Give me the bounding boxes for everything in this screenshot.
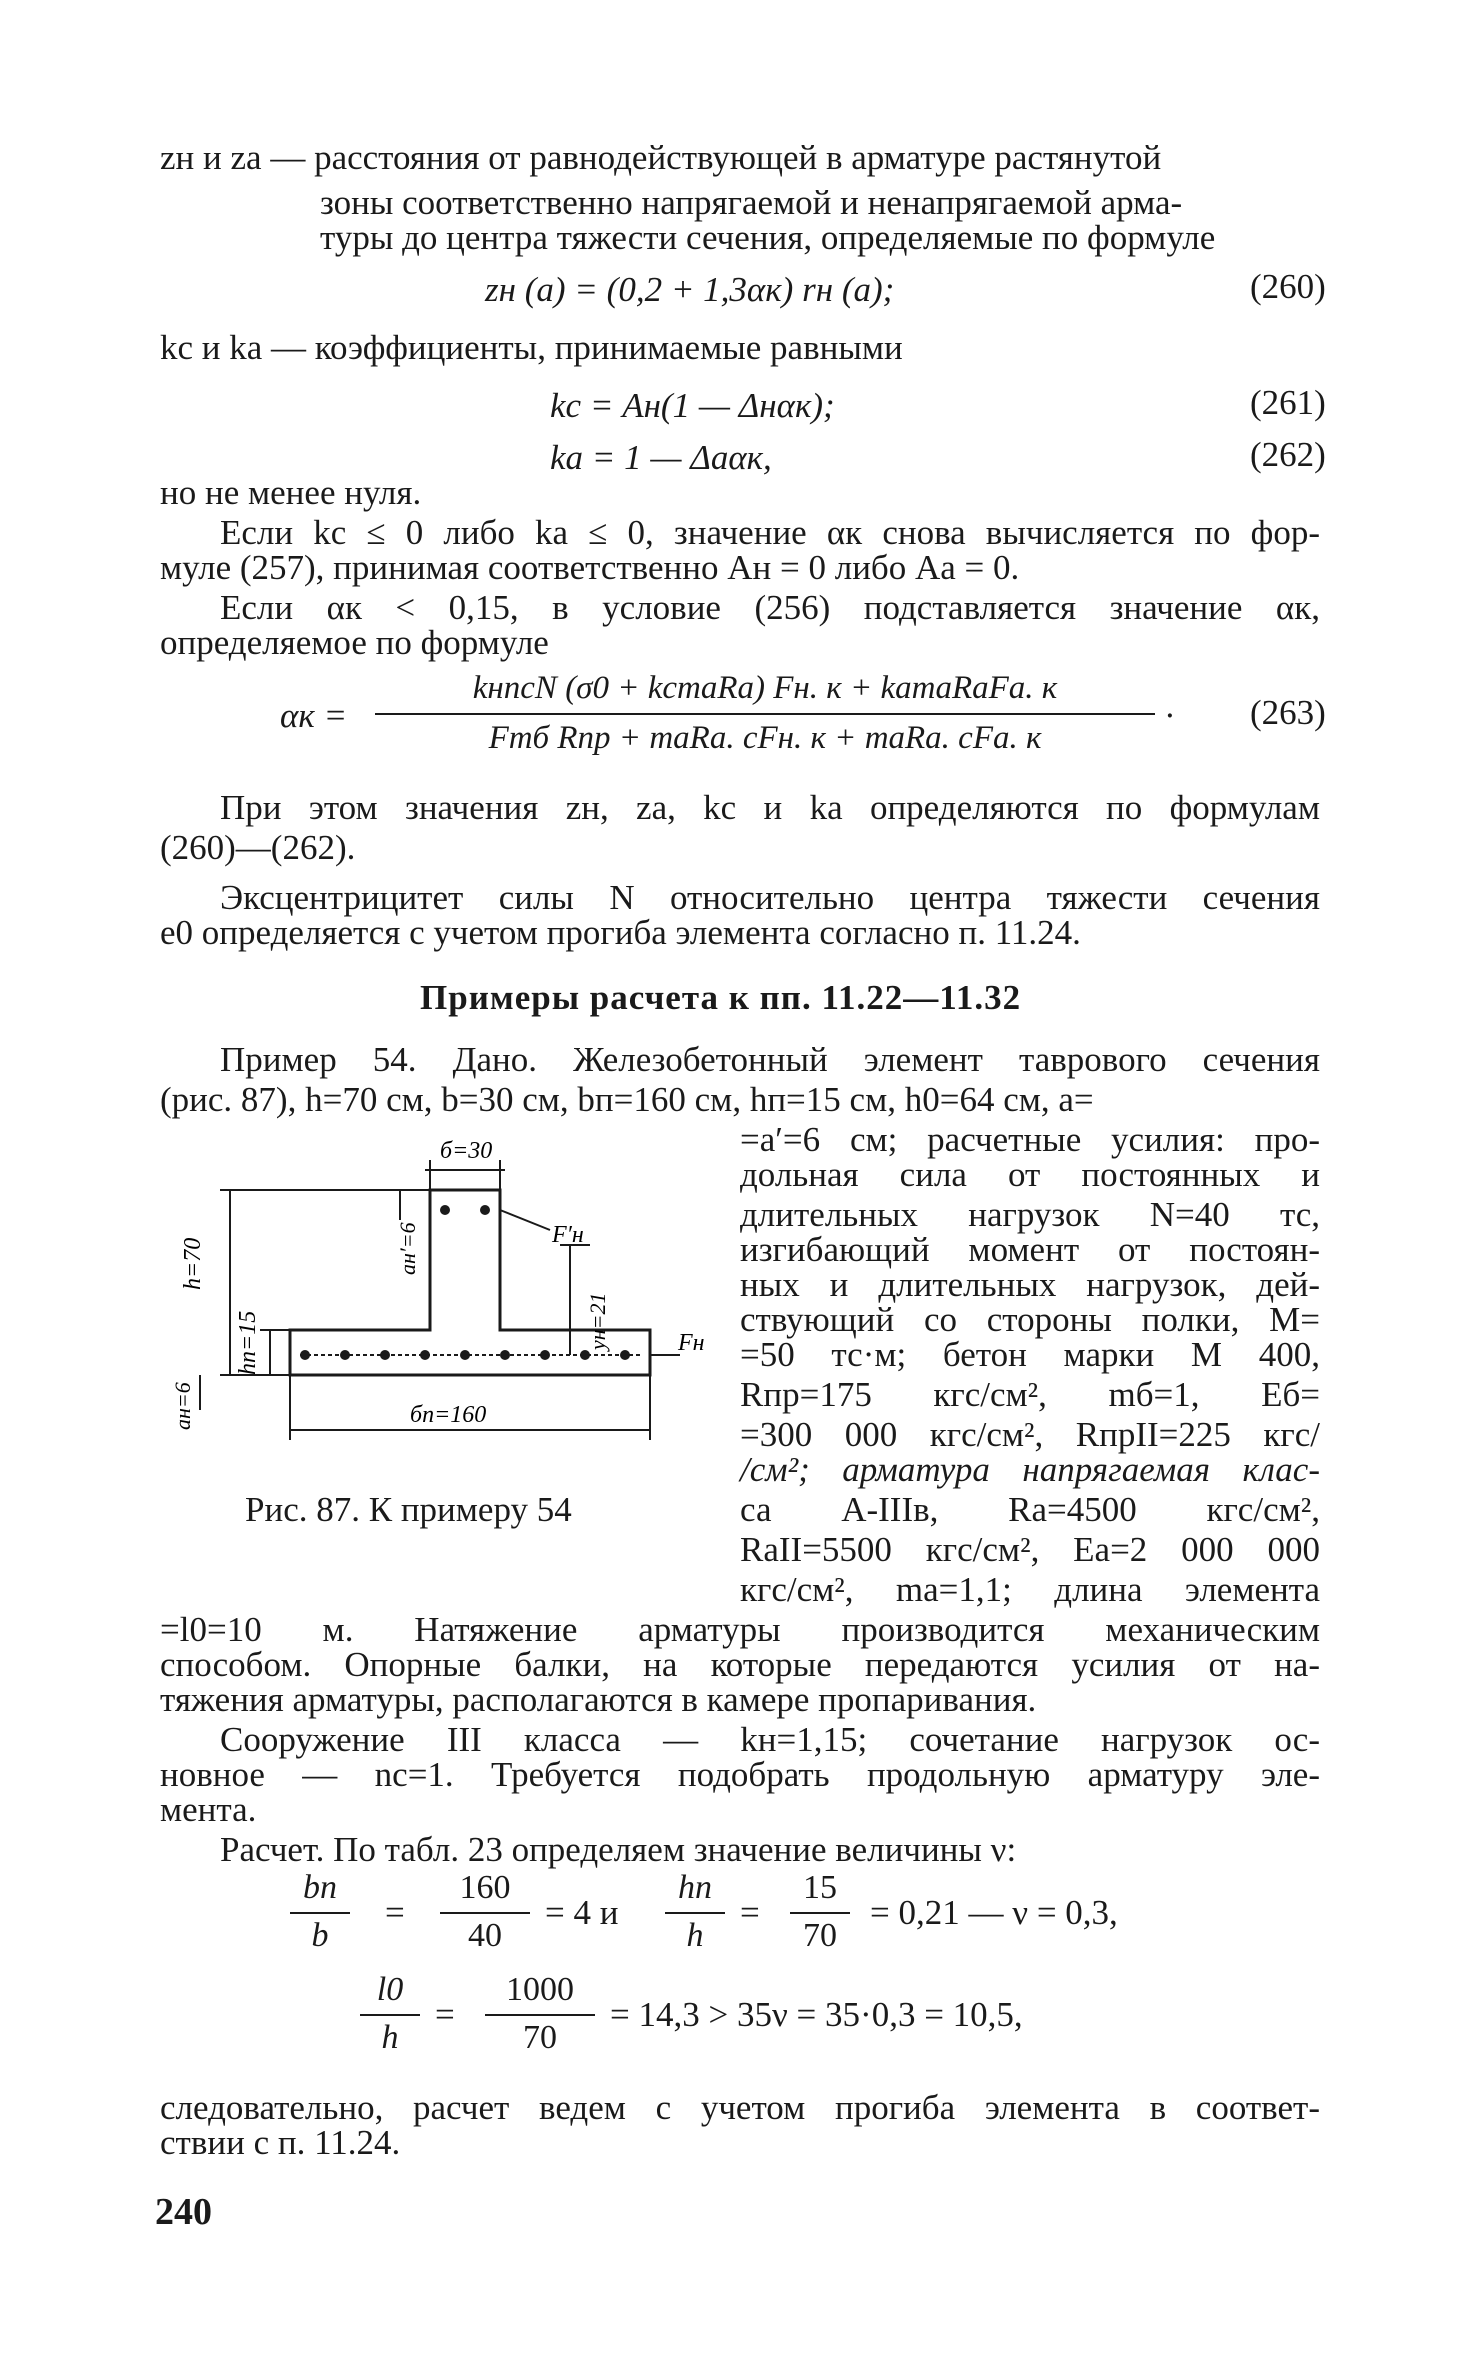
equation-261: kс = Aн(1 — Δнαк); — [550, 386, 835, 425]
formula-text: = 4 и — [545, 1893, 619, 1932]
text-line: Сооружение III класса — kн=1,15; сочетание нагрузок ос- — [220, 1720, 1320, 1759]
text-line: При этом значения zн, zа, kс и kа определяются по формулам — [220, 788, 1320, 827]
text-line: Если αк < 0,15, в условие (256) подставляется значение αк, — [220, 588, 1320, 627]
text-line: =50 тс·м; бетон марки М 400, — [740, 1335, 1320, 1374]
text-line: кгс/см², mа=1,1; длина элемента — [740, 1570, 1320, 1609]
text-line: kс и kа — коэффициенты, принимаемые равными — [160, 328, 903, 367]
fraction-numerator: l0 — [376, 1971, 404, 2008]
text-line: zн и zа — расстояния от равнодействующей в арматуре растянутой — [160, 138, 1162, 177]
text-line: =a′=6 см; расчетные усилия: про- — [740, 1120, 1320, 1159]
fraction-numerator: 15 — [803, 1869, 837, 1906]
text-line: =l0=10 м. Натяжение арматуры производится механическим — [160, 1610, 1320, 1649]
text-line: изгибающий момент от постоян- — [740, 1230, 1320, 1269]
equation-260: zн (а) = (0,2 + 1,3αк) rн (а); — [485, 270, 895, 309]
fraction-bar — [485, 2014, 595, 2016]
formula-text: = 14,3 > 35ν = 35·0,3 = 10,5, — [610, 1995, 1023, 2034]
text-line: но не менее нуля. — [160, 473, 422, 512]
equation-262: kа = 1 — Δаαк, — [550, 438, 772, 477]
text-line: са A-IIIв, Rа=4500 кгс/см², — [740, 1490, 1320, 1529]
text-line: следовательно, расчет ведем с учетом прогиба элемента в соответ- — [160, 2088, 1320, 2127]
text-line: Расчет. По табл. 23 определяем значение величины ν: — [220, 1830, 1017, 1869]
text-line: Эксцентрицитет силы N относительно центра тяжести сечения — [220, 878, 1320, 917]
label-hp: hп=15 — [235, 1310, 261, 1375]
fraction-bar — [290, 1912, 350, 1914]
text-line: ных и длительных нагрузок, дей- — [740, 1265, 1320, 1304]
equals-sign: = — [385, 1893, 405, 1932]
text-line: мента. — [160, 1790, 257, 1829]
text-line: (260)—(262). — [160, 828, 356, 867]
equation-dot: · — [1165, 696, 1174, 735]
page-number: 240 — [155, 2191, 212, 2233]
label-fh-top: F′н — [552, 1222, 584, 1248]
section-heading: Примеры расчета к пп. 11.22—11.32 — [420, 978, 1022, 1017]
text-line: новное — nс=1. Требуется подобрать продольную арматуру эле- — [160, 1755, 1320, 1794]
equation-263-lhs: αк = — [280, 696, 348, 735]
label-yh: yн=21 — [585, 1292, 610, 1350]
formula-text: = 0,21 — ν = 0,3, — [870, 1893, 1118, 1932]
fraction-denominator: h — [686, 1917, 704, 1954]
text-line: RаII=5500 кгс/см², Eа=2 000 000 — [740, 1530, 1320, 1569]
fraction-bar — [440, 1912, 530, 1914]
text-line: туры до центра тяжести сечения, определяемые по формуле — [320, 218, 1216, 257]
text-line: Rпр=175 кгс/см², mб=1, Eб= — [740, 1375, 1320, 1414]
fraction-denominator: 70 — [803, 1917, 837, 1954]
equals-sign: = — [740, 1893, 760, 1932]
label-b: б=30 — [440, 1138, 493, 1164]
figure-caption: Рис. 87. К примеру 54 — [245, 1490, 572, 1529]
equation-263-denominator: Fmб Rпр + mаRа. сFн. к + mаRа. сFа. к — [488, 720, 1042, 756]
fraction-bar — [665, 1912, 725, 1914]
fraction-denominator: 70 — [523, 2019, 557, 2056]
fraction-numerator: 160 — [459, 1869, 511, 1906]
equation-263-numerator: kнnсN (σ0 + kсmаRа) Fн. к + kаmаRаFа. к — [472, 670, 1058, 706]
text-line: муле (257), принимая соответственно Aн = 0 либо Aа = 0. — [160, 548, 1020, 587]
text-line: ствующий со стороны полки, M= — [740, 1300, 1320, 1339]
fraction-numerator: hп — [678, 1869, 712, 1906]
text-line: дольная сила от постоянных и — [740, 1155, 1320, 1194]
text-line: тяжения арматуры, располагаются в камере пропаривания. — [160, 1680, 1037, 1719]
text-line: Если kс ≤ 0 либо kа ≤ 0, значение αк снова вычисляется по фор- — [220, 513, 1320, 552]
fraction-bar — [375, 713, 1155, 715]
text-line: зоны соответственно напрягаемой и ненапрягаемой арма- — [320, 183, 1183, 222]
label-bp: бп=160 — [410, 1402, 487, 1428]
equals-sign: = — [435, 1995, 455, 2034]
text-line: =300 000 кгс/см², RпрII=225 кгс/ — [740, 1415, 1320, 1454]
equation-number: (262) — [1250, 435, 1326, 474]
text-line: /см²; арматура напрягаемая клас- — [740, 1450, 1320, 1489]
fraction-denominator: b — [311, 1917, 329, 1954]
label-an: aн′=6 — [395, 1222, 420, 1275]
label-fh-bot: Fн — [678, 1330, 705, 1356]
fraction-denominator: 40 — [468, 1917, 502, 1954]
label-ah-bot: ан=6 — [170, 1382, 195, 1430]
text-line: e0 определяется с учетом прогиба элемента согласно п. 11.24. — [160, 913, 1081, 952]
fraction-denominator: h — [381, 2019, 399, 2056]
text-line: способом. Опорные балки, на которые передаются усилия от на- — [160, 1645, 1320, 1684]
text-line: (рис. 87), h=70 см, b=30 см, bп=160 см, hп=15 см, h0=64 см, a= — [160, 1080, 1094, 1119]
fraction-numerator: 1000 — [506, 1971, 574, 2008]
label-h: h=70 — [180, 1237, 206, 1290]
equation-number: (260) — [1250, 267, 1326, 306]
equation-number: (263) — [1250, 693, 1326, 732]
equation-number: (261) — [1250, 383, 1326, 422]
text-line: Пример 54. Дано. Железобетонный элемент таврового сечения — [220, 1040, 1320, 1079]
fraction-numerator: bп — [303, 1869, 337, 1906]
figure-87-tee-section — [160, 1138, 720, 1510]
text-line: определяемое по формуле — [160, 623, 549, 662]
fraction-bar — [790, 1912, 850, 1914]
text-line: ствии с п. 11.24. — [160, 2123, 401, 2162]
text-line: длительных нагрузок N=40 тс, — [740, 1195, 1320, 1234]
fraction-bar — [360, 2014, 420, 2016]
